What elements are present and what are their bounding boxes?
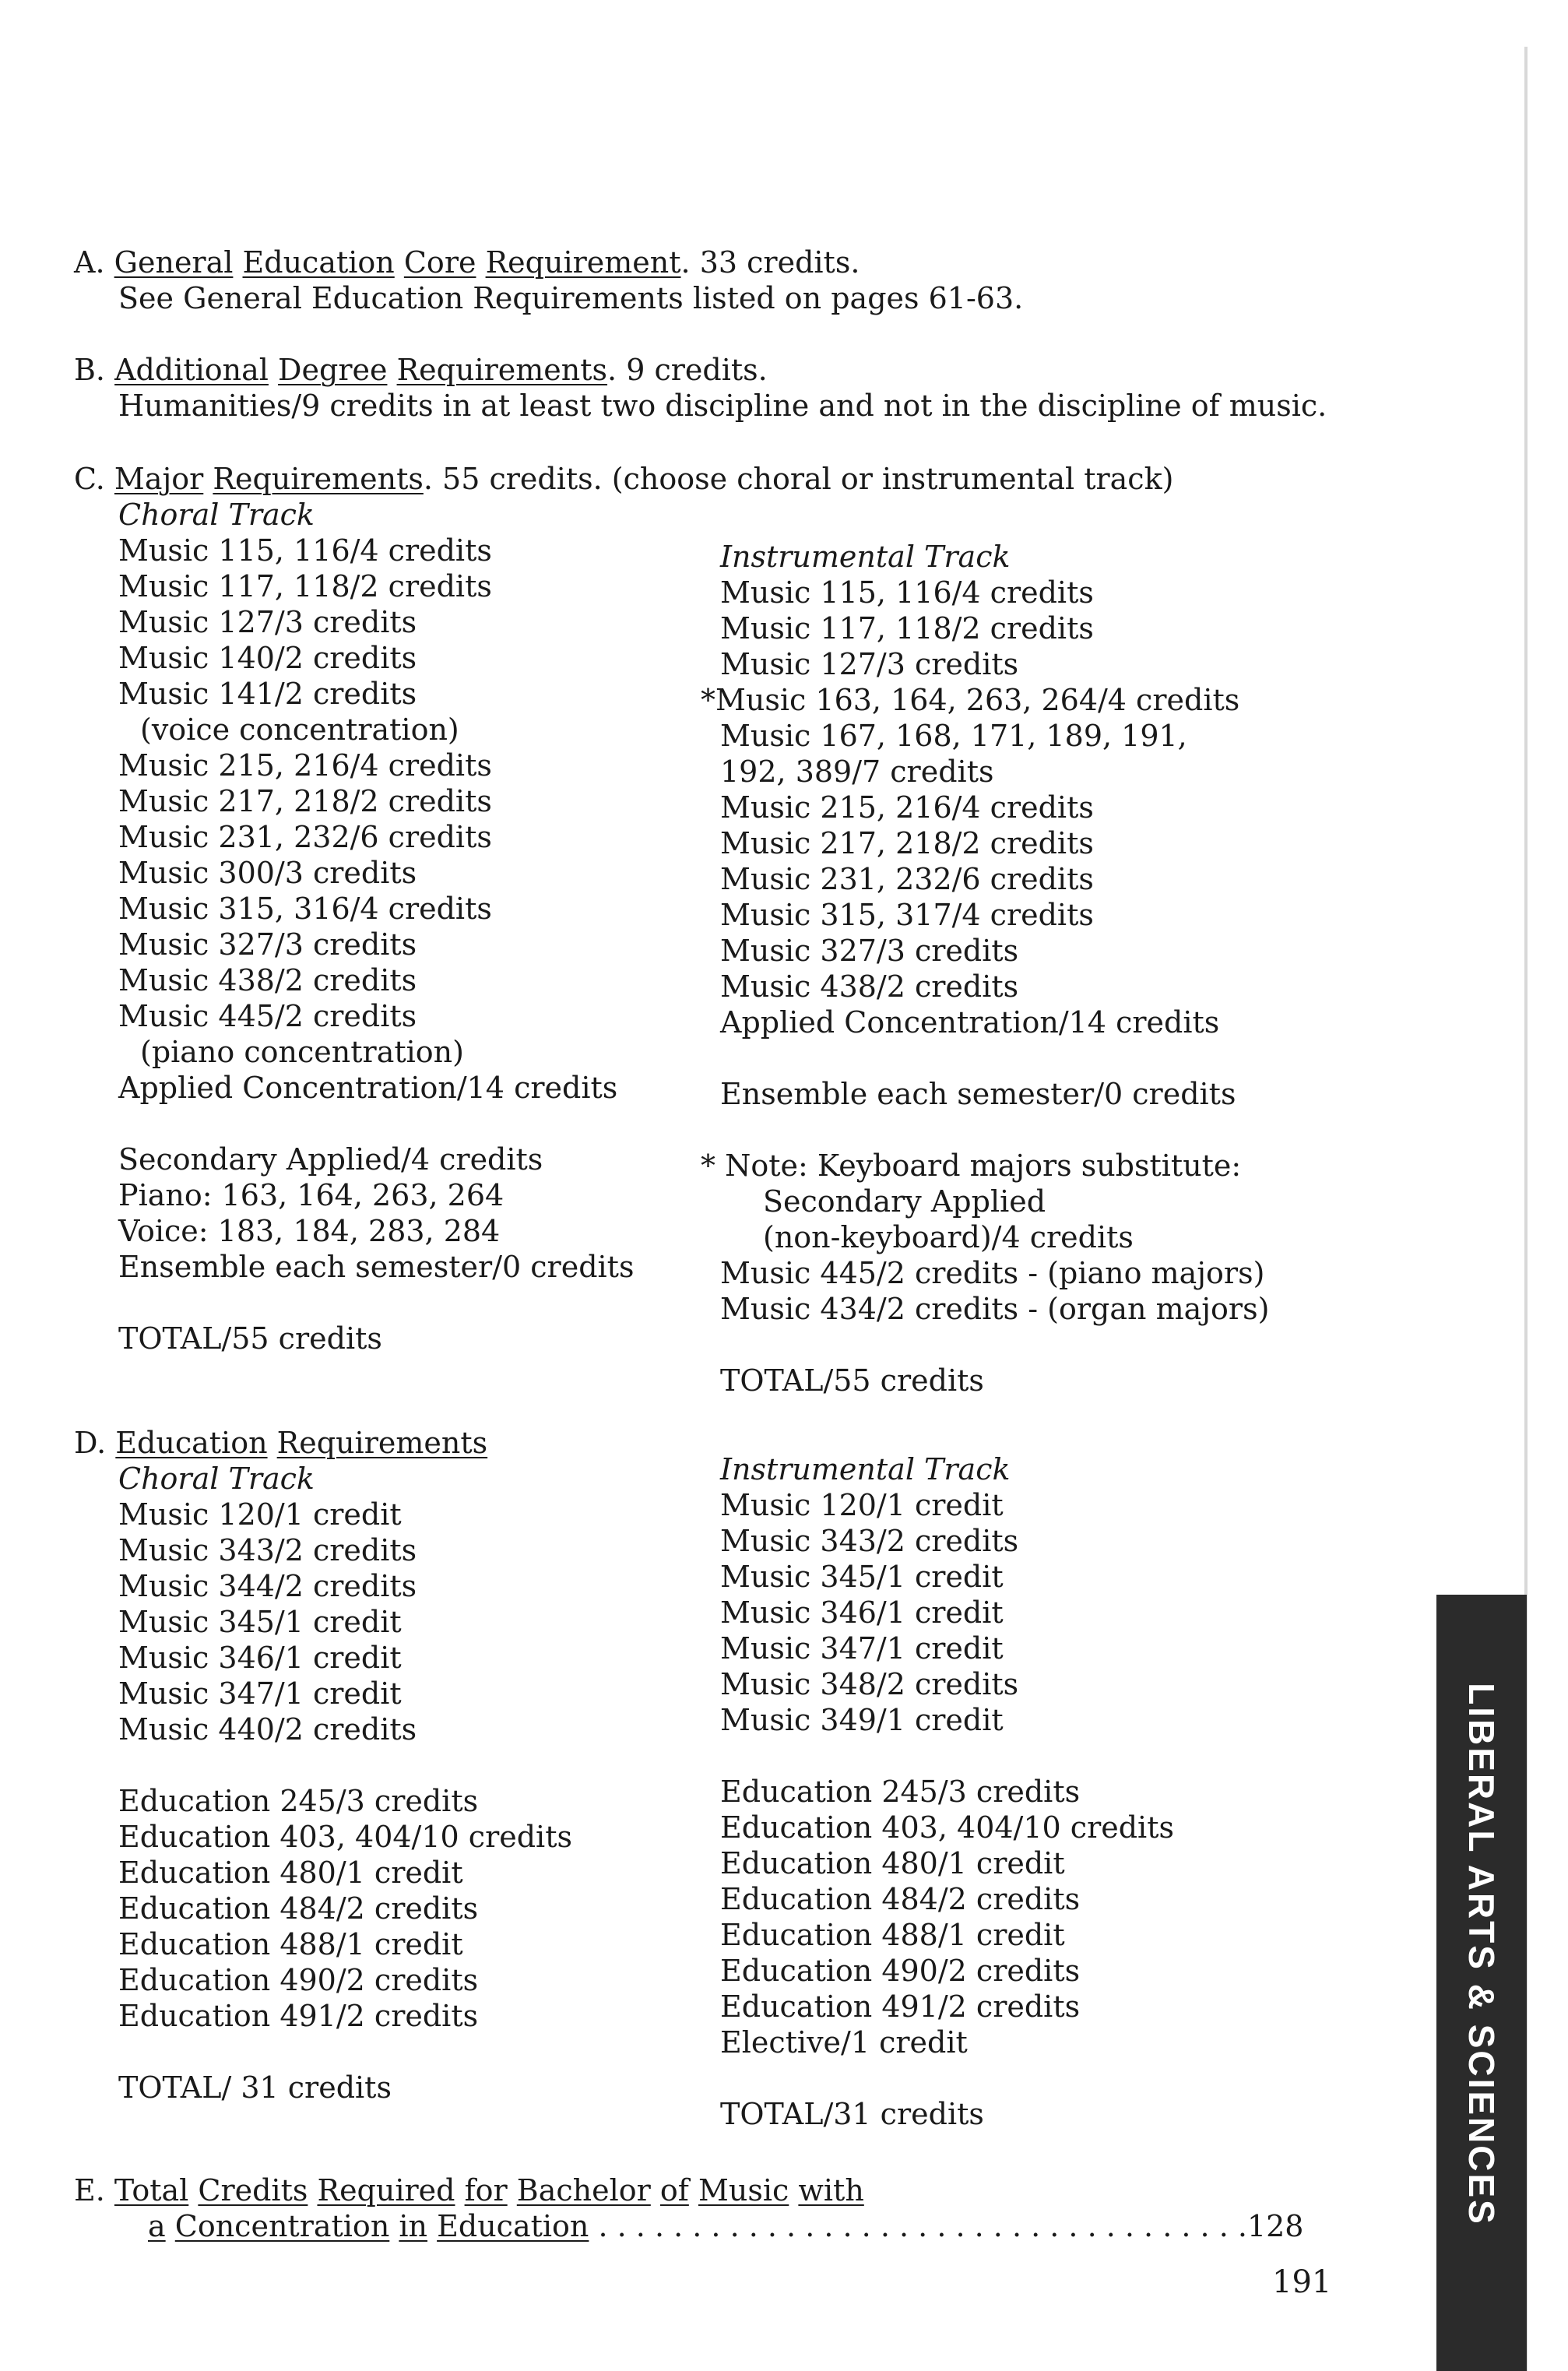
heading-word: in [399, 2209, 428, 2243]
list-item: *Music 163, 164, 263, 264/4 credits [701, 683, 1240, 717]
list-item: Music 120/1 credit [720, 1488, 1004, 1522]
list-item: Music 346/1 credit [720, 1595, 1004, 1630]
instrumental-track-heading: Instrumental Track [720, 540, 1011, 574]
heading-word: Requirements [396, 353, 608, 387]
section-b-text: Humanities/9 credits in at least two discipline and not in the discipline of music. [118, 389, 1327, 423]
section-a-heading: A. General Education Core Requirement. 33 credits. [74, 245, 860, 280]
list-item: Music 215, 216/4 credits [720, 790, 1094, 825]
list-item: Music 349/1 credit [720, 1703, 1004, 1737]
list-item: Music 127/3 credits [118, 605, 417, 639]
list-item: Music 345/1 credit [118, 1605, 402, 1639]
heading-word: Credits [198, 2173, 308, 2207]
heading-word: Core [403, 245, 476, 280]
list-item: Voice: 183, 184, 283, 284 [118, 1214, 501, 1248]
list-item: Music 231, 232/6 credits [720, 862, 1094, 896]
list-item: Education 484/2 credits [720, 1882, 1081, 1916]
list-item: 192, 389/7 credits [720, 755, 994, 789]
heading-word: Education [242, 245, 395, 280]
keyboard-note: Secondary Applied [763, 1184, 1046, 1219]
list-item: Ensemble each semester/0 credits [118, 1250, 635, 1284]
list-item: Education 491/2 credits [720, 1989, 1081, 2024]
list-item: Music 140/2 credits [118, 641, 417, 675]
list-item: Music 167, 168, 171, 189, 191, [720, 719, 1187, 753]
dot-leader: . . . . . . . . . . . . . . . . . . . . . . . . . . . . . . . . . . . [589, 2209, 1247, 2243]
section-d-heading: D. Education Requirements [74, 1426, 488, 1460]
list-item: Music 117, 118/2 credits [720, 611, 1094, 646]
heading-word: Requirements [213, 462, 424, 496]
list-item: Music 315, 317/4 credits [720, 898, 1094, 932]
list-item: Music 343/2 credits [118, 1533, 417, 1567]
list-item: Music 120/1 credit [118, 1497, 402, 1532]
section-a-text: See General Education Requirements listed on pages 61-63. [118, 281, 1024, 315]
list-item: Music 217, 218/2 credits [118, 784, 492, 818]
list-item: Education 488/1 credit [720, 1918, 1065, 1952]
list-item: Education 490/2 credits [118, 1963, 479, 1997]
choral-track-heading: Choral Track [118, 1462, 315, 1496]
heading-word: Total [114, 2173, 189, 2207]
list-item: Education 245/3 credits [118, 1784, 479, 1818]
list-item: Music 327/3 credits [720, 934, 1019, 968]
heading-word: Requirements [276, 1426, 488, 1460]
list-item: Education 484/2 credits [118, 1891, 479, 1926]
list-item: Music 438/2 credits [118, 963, 417, 997]
list-item: Education 403, 404/10 credits [720, 1810, 1174, 1845]
list-item: Music 217, 218/2 credits [720, 826, 1094, 860]
list-item: Education 480/1 credit [720, 1846, 1065, 1880]
list-item: Ensemble each semester/0 credits [720, 1077, 1236, 1111]
heading-word: Concentration [174, 2209, 390, 2243]
list-item: Music 440/2 credits [118, 1712, 417, 1747]
keyboard-note: Music 434/2 credits - (organ majors) [720, 1292, 1270, 1326]
list-item: Education 480/1 credit [118, 1856, 463, 1890]
list-item: Applied Concentration/14 credits [118, 1071, 618, 1105]
choral-track-heading: Choral Track [118, 498, 315, 532]
section-e-line2 [148, 2208, 1303, 2244]
choral-total: TOTAL/ 31 credits [118, 2070, 392, 2105]
section-c-heading: C. Major Requirements. 55 credits. (choose choral or instrumental track) [74, 462, 1174, 496]
list-item: Music 141/2 credits [118, 677, 417, 711]
list-item: (piano concentration) [140, 1035, 464, 1069]
list-item: Music 445/2 credits [118, 999, 417, 1033]
list-item: Secondary Applied/4 credits [118, 1142, 543, 1177]
keyboard-note: * Note: Keyboard majors substitute: [701, 1149, 1242, 1183]
list-item: Music 343/2 credits [720, 1524, 1019, 1558]
list-item: Music 117, 118/2 credits [118, 569, 492, 603]
heading-word: Music [698, 2173, 789, 2207]
list-item: Music 115, 116/4 credits [118, 533, 492, 568]
list-item: Music 115, 116/4 credits [720, 575, 1094, 610]
heading-word: Bachelor [516, 2173, 651, 2207]
heading-word: of [659, 2173, 689, 2207]
list-item: Music 231, 232/6 credits [118, 820, 492, 854]
heading-word: Degree [278, 353, 388, 387]
page-number: 191 [1272, 2264, 1332, 2300]
instrumental-total: TOTAL/31 credits [720, 2097, 984, 2131]
list-item: Education 491/2 credits [118, 1999, 479, 2033]
heading-word: Requirement [485, 245, 681, 280]
choral-total: TOTAL/55 credits [118, 1321, 382, 1356]
list-item: Piano: 163, 164, 263, 264 [118, 1178, 505, 1212]
list-item: Music 127/3 credits [720, 647, 1019, 681]
list-item: Music 347/1 credit [118, 1676, 402, 1711]
side-tab-label: LIBERAL ARTS & SCIENCES [1461, 1683, 1502, 2226]
list-item: Education 488/1 credit [118, 1927, 463, 1961]
list-item: Music 315, 316/4 credits [118, 892, 492, 926]
list-item: Music 345/1 credit [720, 1560, 1004, 1594]
list-item: Music 347/1 credit [720, 1631, 1004, 1666]
keyboard-note: Music 445/2 credits - (piano majors) [720, 1256, 1265, 1290]
heading-word: Required [317, 2173, 455, 2207]
heading-word: Education [437, 2209, 589, 2243]
heading-word: Education [115, 1426, 268, 1460]
list-item: Music 215, 216/4 credits [118, 748, 492, 783]
heading-word: a [148, 2209, 166, 2243]
instrumental-total: TOTAL/55 credits [720, 1363, 984, 1398]
keyboard-note: (non-keyboard)/4 credits [763, 1220, 1134, 1254]
list-item: Music 438/2 credits [720, 969, 1019, 1004]
heading-word: Additional [114, 353, 269, 387]
section-b-heading: B. Additional Degree Requirements. 9 credits. [74, 353, 768, 387]
list-item: Elective/1 credit [720, 2025, 968, 2060]
list-item: Music 327/3 credits [118, 927, 417, 962]
heading-word: for [464, 2173, 508, 2207]
list-item: Education 245/3 credits [720, 1775, 1081, 1809]
list-item: Music 344/2 credits [118, 1569, 417, 1603]
list-item: Applied Concentration/14 credits [720, 1005, 1220, 1040]
list-item: Education 490/2 credits [720, 1954, 1081, 1988]
instrumental-track-heading: Instrumental Track [720, 1452, 1011, 1486]
list-item: (voice concentration) [140, 712, 459, 747]
list-item: Music 348/2 credits [720, 1667, 1019, 1701]
section-e-heading: E. Total Credits Required for Bachelor of Music with [74, 2173, 864, 2207]
total-credits-value: 128 [1246, 2209, 1304, 2243]
heading-word: General [114, 245, 234, 280]
list-item: Education 403, 404/10 credits [118, 1820, 572, 1854]
list-item: Music 300/3 credits [118, 856, 417, 890]
heading-word: Major [114, 462, 204, 496]
list-item: Music 346/1 credit [118, 1641, 402, 1675]
heading-word: with [798, 2173, 864, 2207]
